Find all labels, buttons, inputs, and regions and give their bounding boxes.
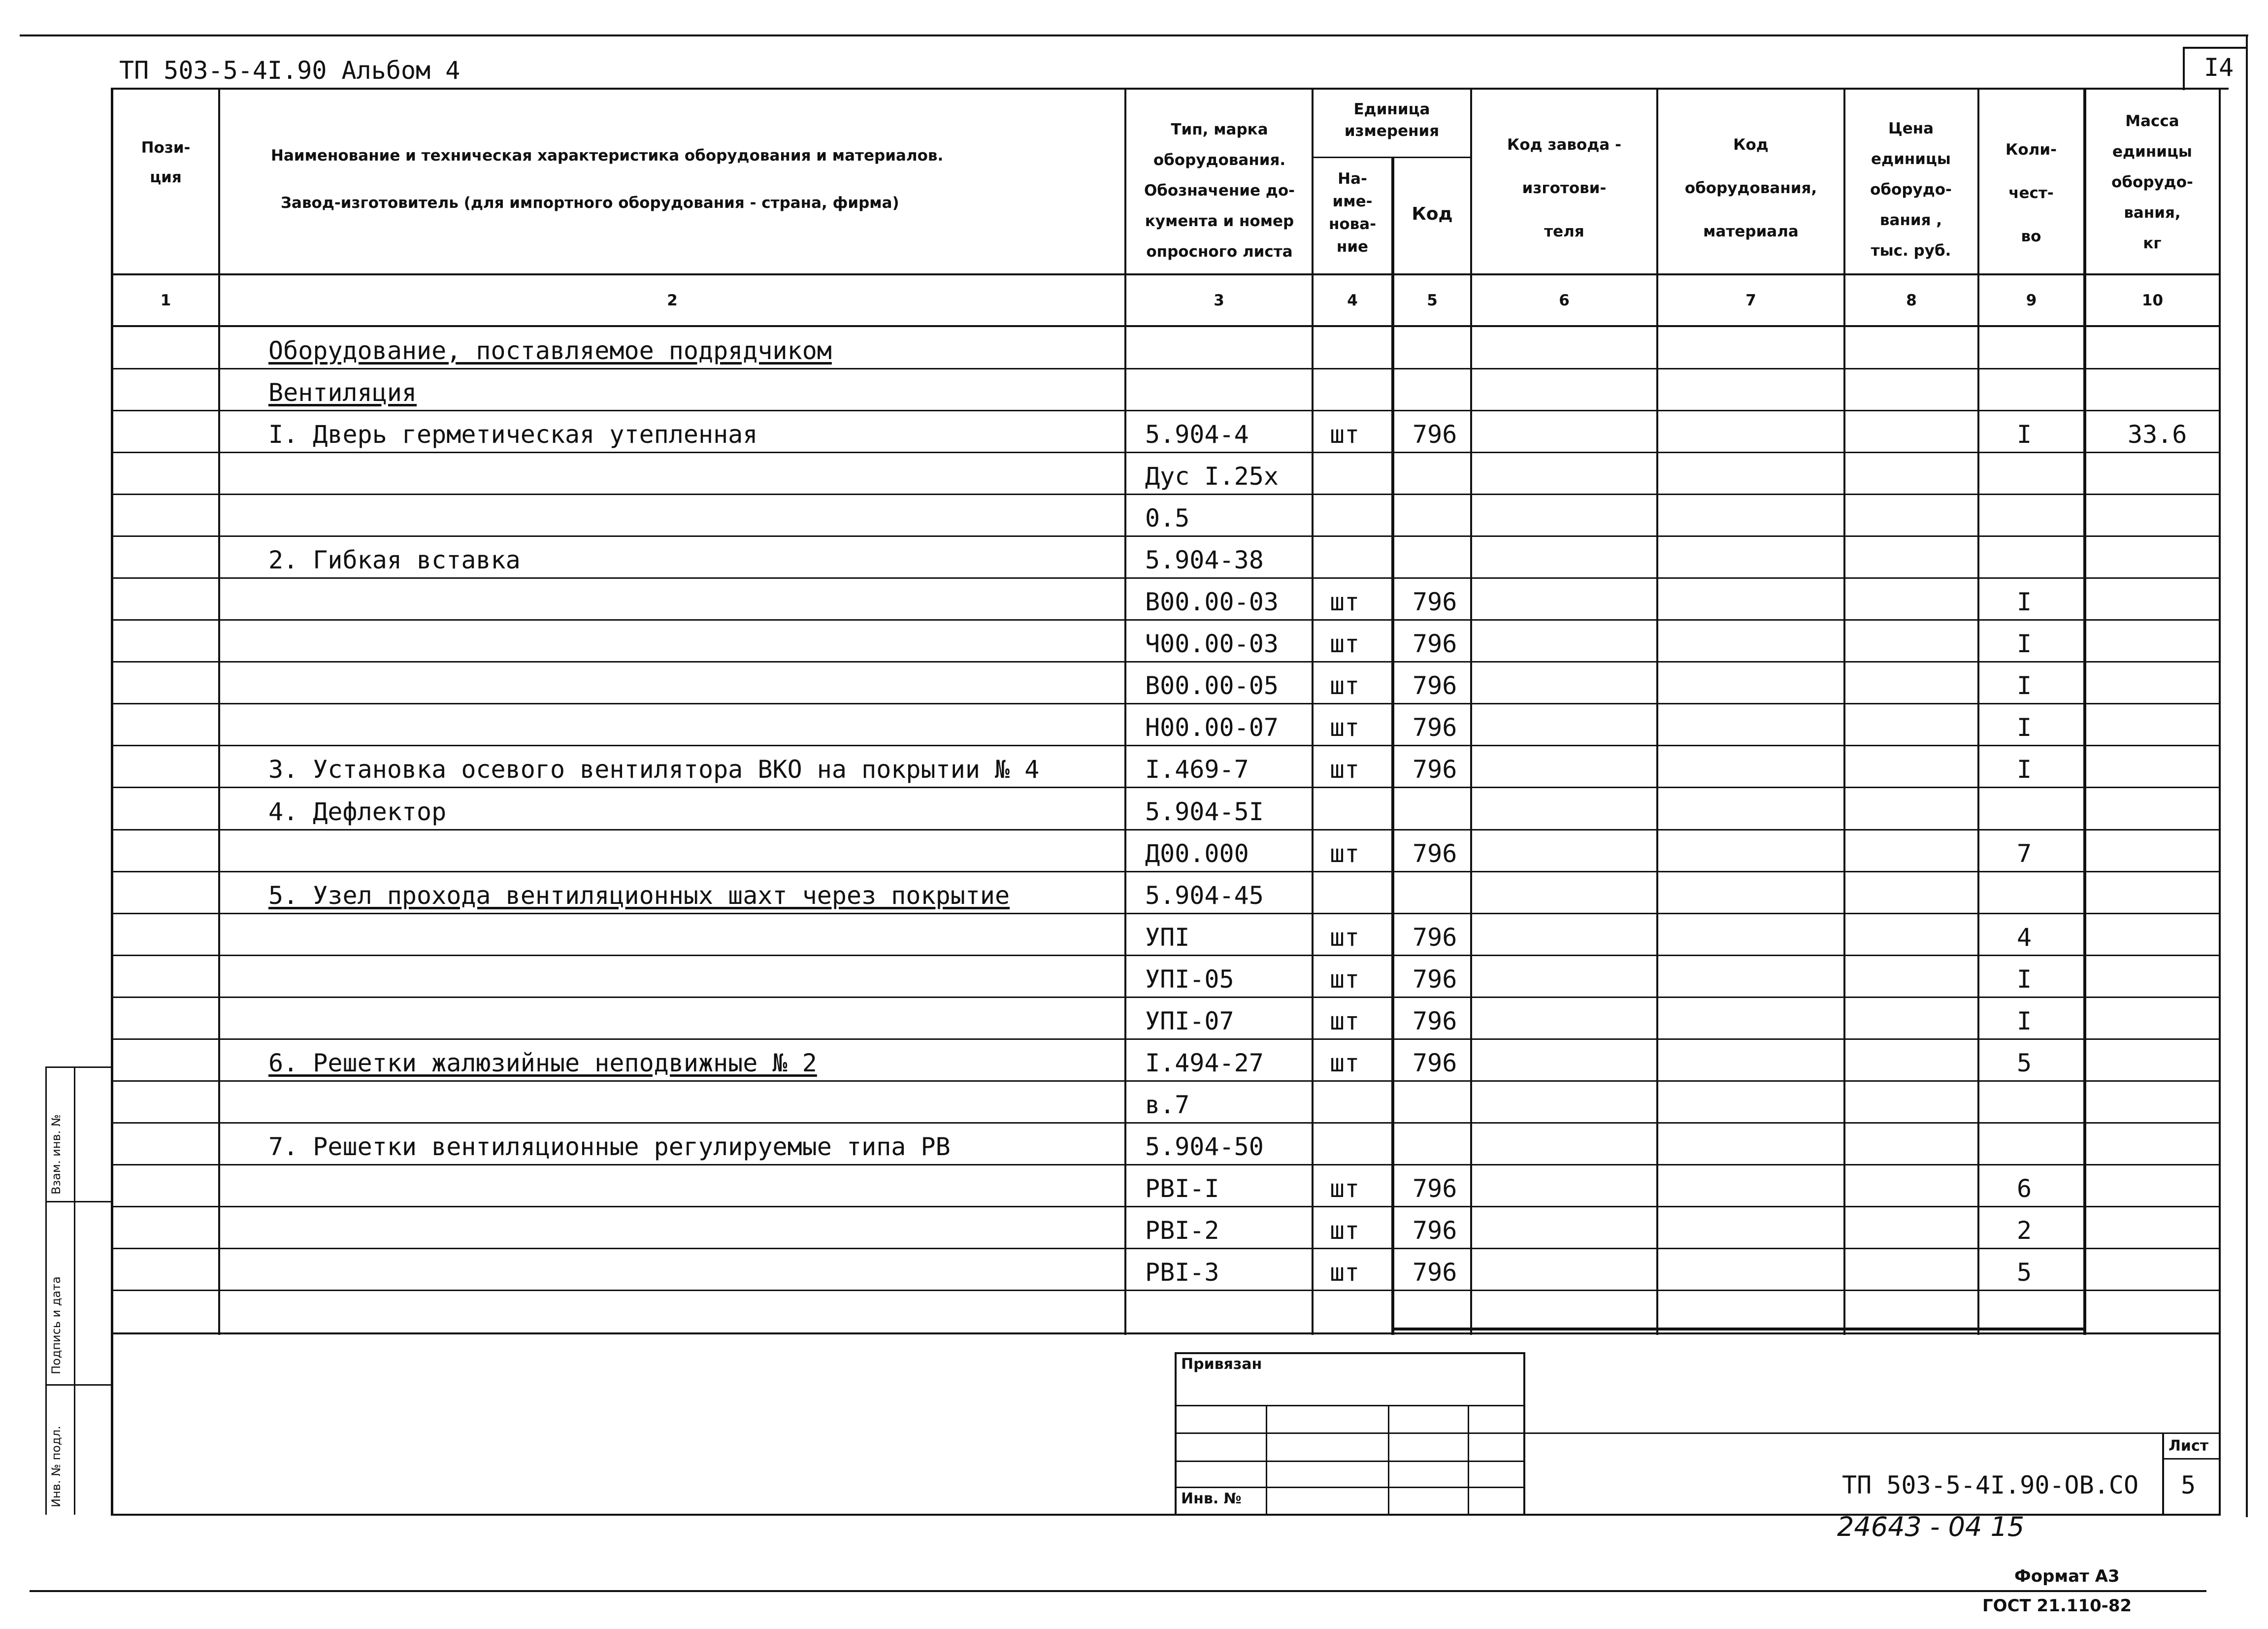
table-row-unit: шт bbox=[1330, 1174, 1360, 1203]
side-label-orig-inv: Инв. № подл. bbox=[49, 1426, 63, 1507]
table-row-quantity: I bbox=[2017, 588, 2032, 616]
header-unit-code: Код bbox=[1412, 204, 1453, 224]
row-separator bbox=[111, 410, 2221, 411]
row-separator bbox=[111, 535, 2221, 537]
table-row-type: УПI-07 bbox=[1145, 1007, 1234, 1035]
table-row-type: Н00.00-07 bbox=[1145, 713, 1279, 742]
table-row-quantity: I bbox=[2017, 671, 2032, 700]
header-name: Наименование и техническая характеристика оборудования и материалов. Завод-изготовитель (для импортного оборудования - страна, фирма) bbox=[271, 147, 944, 212]
col-num-4: 4 bbox=[1347, 292, 1358, 309]
side-strip-top bbox=[45, 1066, 112, 1068]
table-row-code: 796 bbox=[1413, 755, 1457, 784]
table-row-code: 796 bbox=[1413, 713, 1457, 742]
table-row-type: 0.5 bbox=[1145, 504, 1190, 532]
table-row-type: 5.904-45 bbox=[1145, 881, 1264, 910]
row-separator bbox=[111, 787, 2221, 788]
table-row-code: 796 bbox=[1413, 588, 1457, 616]
title-underline bbox=[111, 88, 2229, 90]
top-title: ТП 503-5-4I.90 Альбом 4 bbox=[119, 56, 460, 85]
bottom-page-line bbox=[30, 1590, 2206, 1592]
stamp-inv-no: Инв. № bbox=[1181, 1490, 1242, 1507]
table-row-quantity: I bbox=[2017, 1007, 2032, 1035]
row-separator bbox=[111, 368, 2221, 369]
row-separator bbox=[111, 452, 2221, 453]
colnum-bottom bbox=[111, 325, 2221, 327]
thick-bottom-45 bbox=[1391, 1328, 2086, 1330]
format-label: Формат А3 bbox=[2014, 1566, 2120, 1586]
right-border bbox=[2246, 34, 2248, 1517]
table-row-code: 796 bbox=[1413, 965, 1457, 994]
stamp-v1 bbox=[1266, 1405, 1267, 1514]
table-row-quantity: I bbox=[2017, 630, 2032, 658]
table-row-type: Д00.000 bbox=[1145, 839, 1249, 868]
table-row-unit: шт bbox=[1330, 839, 1360, 868]
header-mass: Масса единицы оборудо- вания, кг bbox=[2111, 112, 2193, 252]
header-unit: Единица измерения bbox=[1344, 100, 1440, 140]
col-line-5 bbox=[1470, 89, 1472, 1335]
table-right bbox=[2219, 89, 2221, 1515]
col-line-2 bbox=[1124, 89, 1126, 1335]
table-row-type: 5.904-38 bbox=[1145, 546, 1264, 574]
table-row-quantity: 5 bbox=[2017, 1258, 2032, 1287]
row-separator bbox=[111, 955, 2221, 956]
table-row-name: 7. Решетки вентиляционные регулируемые типа РВ bbox=[268, 1132, 951, 1161]
row-separator bbox=[111, 1164, 2221, 1165]
table-row-type: в.7 bbox=[1145, 1091, 1190, 1119]
row-separator bbox=[111, 1206, 2221, 1207]
gost-label: ГОСТ 21.110-82 bbox=[1982, 1596, 2132, 1616]
row-separator bbox=[111, 1080, 2221, 1082]
table-row-name: 2. Гибкая вставка bbox=[268, 546, 521, 574]
side-label-replace-inv: Взам. инв. № bbox=[49, 1114, 63, 1195]
table-row-code: 796 bbox=[1413, 671, 1457, 700]
table-row-name: I. Дверь герметическая утепленная bbox=[268, 420, 758, 449]
table-row-type: РВI-3 bbox=[1145, 1258, 1219, 1287]
row-separator bbox=[111, 661, 2221, 663]
row-separator bbox=[111, 1038, 2221, 1040]
table-row-type: В00.00-03 bbox=[1145, 588, 1279, 616]
table-row-type: 5.904-5I bbox=[1145, 798, 1264, 826]
col-num-5: 5 bbox=[1427, 292, 1438, 309]
table-row-type: I.494-27 bbox=[1145, 1049, 1264, 1077]
table-row-code: 796 bbox=[1413, 923, 1457, 952]
stamp-h4 bbox=[1175, 1487, 1524, 1488]
header-factory-code: Код завода - изготови- теля bbox=[1507, 136, 1621, 240]
row-separator bbox=[111, 1290, 2221, 1291]
table-row-code: 796 bbox=[1413, 839, 1457, 868]
table-row-code: 796 bbox=[1413, 1216, 1457, 1245]
table-row-unit: шт bbox=[1330, 1007, 1360, 1035]
row-separator bbox=[111, 829, 2221, 831]
side-label-signature: Подпись и дата bbox=[49, 1276, 63, 1374]
table-row-unit: шт bbox=[1330, 713, 1360, 742]
header-unit-name: На- име- нова- ние bbox=[1328, 170, 1377, 256]
table-row-name: Оборудование, поставляемое подрядчиком bbox=[268, 336, 832, 365]
table-row-name: Вентиляция bbox=[268, 378, 417, 407]
header-type: Тип, марка оборудования. Обозначение до- кумента и номер опросного листа bbox=[1144, 121, 1295, 261]
list-box-mid bbox=[2162, 1458, 2220, 1460]
header-quantity: Коли- чест- во bbox=[2005, 141, 2057, 245]
side-strip-h1 bbox=[45, 1201, 112, 1202]
table-row-name: 4. Дефлектор bbox=[268, 798, 447, 826]
stamp-privyazan: Привязан bbox=[1181, 1356, 1262, 1373]
table-row-code: 796 bbox=[1413, 1174, 1457, 1203]
table-row-code: 796 bbox=[1413, 1258, 1457, 1287]
table-row-quantity: I bbox=[2017, 420, 2032, 449]
stamp-h1 bbox=[1175, 1405, 1524, 1406]
table-row-quantity: I bbox=[2017, 713, 2032, 742]
col-line-3 bbox=[1312, 89, 1314, 1335]
col-line-6 bbox=[1656, 89, 1658, 1335]
table-row-type: Ч00.00-03 bbox=[1145, 630, 1279, 658]
side-strip-mid bbox=[74, 1066, 75, 1515]
header-position: Пози- ция bbox=[141, 139, 191, 186]
table-row-quantity: 4 bbox=[2017, 923, 2032, 952]
table-row-unit: шт bbox=[1330, 965, 1360, 994]
stamp-h3 bbox=[1175, 1461, 1524, 1462]
table-row-quantity: I bbox=[2017, 755, 2032, 784]
table-row-type: УПI bbox=[1145, 923, 1190, 952]
stamp-h2 bbox=[1175, 1432, 2221, 1434]
row-separator bbox=[111, 913, 2221, 914]
table-row-quantity: I bbox=[2017, 965, 2032, 994]
side-strip-left bbox=[45, 1066, 47, 1515]
table-row-type: 5.904-50 bbox=[1145, 1132, 1264, 1161]
row-separator bbox=[111, 1122, 2221, 1124]
row-separator bbox=[111, 1248, 2221, 1249]
table-row-unit: шт bbox=[1330, 1258, 1360, 1287]
row-separator bbox=[111, 577, 2221, 579]
table-row-type: УПI-05 bbox=[1145, 965, 1234, 994]
corner-box-left bbox=[2183, 47, 2185, 90]
table-row-unit: шт bbox=[1330, 630, 1360, 658]
col-line-8 bbox=[1977, 89, 1979, 1335]
table-row-quantity: 5 bbox=[2017, 1049, 2032, 1077]
table-row-mass: 33.6 bbox=[2128, 420, 2187, 449]
col-num-7: 7 bbox=[1745, 292, 1756, 309]
row-separator bbox=[111, 745, 2221, 746]
table-row-unit: шт bbox=[1330, 1216, 1360, 1245]
table-row-code: 796 bbox=[1413, 420, 1457, 449]
table-row-unit: шт bbox=[1330, 588, 1360, 616]
list-box-left bbox=[2162, 1432, 2164, 1515]
table-row-quantity: 7 bbox=[2017, 839, 2032, 868]
table-row-type: РВI-2 bbox=[1145, 1216, 1219, 1245]
sheet-label: Лист bbox=[2169, 1437, 2209, 1455]
corner-box-top bbox=[2183, 47, 2247, 49]
table-row-quantity: 2 bbox=[2017, 1216, 2032, 1245]
page-corner-number: I4 bbox=[2204, 53, 2234, 82]
header-price: Цена единицы оборудо- вания , тыс. руб. bbox=[1870, 120, 1952, 260]
col-num-3: 3 bbox=[1214, 292, 1224, 309]
col-line-9 bbox=[2083, 89, 2086, 1335]
top-border bbox=[20, 34, 2248, 36]
sheet-number: 5 bbox=[2181, 1471, 2196, 1499]
col-line-1 bbox=[218, 89, 220, 1335]
table-row-unit: шт bbox=[1330, 923, 1360, 952]
col-line-7 bbox=[1843, 89, 1845, 1335]
table-row-unit: шт bbox=[1330, 1049, 1360, 1077]
row-separator bbox=[111, 494, 2221, 495]
row-separator bbox=[111, 997, 2221, 998]
side-strip-h2 bbox=[45, 1384, 112, 1386]
table-row-quantity: 6 bbox=[2017, 1174, 2032, 1203]
header-equipment-code: Код оборудования, материала bbox=[1684, 136, 1817, 240]
table-row-name: 3. Установка осевого вентилятора ВКО на покрытии № 4 bbox=[268, 755, 1040, 784]
col-num-10: 10 bbox=[2141, 292, 2164, 309]
table-row-unit: шт bbox=[1330, 671, 1360, 700]
table-row-type: I.469-7 bbox=[1145, 755, 1249, 784]
row-separator bbox=[111, 619, 2221, 621]
table-row-type: 5.904-4 bbox=[1145, 420, 1249, 449]
col-num-1: 1 bbox=[160, 292, 171, 309]
table-row-unit: шт bbox=[1330, 755, 1360, 784]
stamp-v2 bbox=[1388, 1405, 1389, 1514]
col-num-2: 2 bbox=[667, 292, 678, 309]
table-row-type: РВI-I bbox=[1145, 1174, 1219, 1203]
table-row-name: 6. Решетки жалюзийные неподвижные № 2 bbox=[268, 1049, 817, 1077]
handwritten-number: 24643 - 04 15 bbox=[1837, 1511, 2025, 1542]
table-row-type: В00.00-05 bbox=[1145, 671, 1279, 700]
row-separator bbox=[111, 703, 2221, 704]
doc-code: ТП 503-5-4I.90-ОВ.СО bbox=[1842, 1471, 2139, 1499]
table-row-unit: шт bbox=[1330, 420, 1360, 449]
header-bottom bbox=[111, 273, 2221, 275]
stamp-top bbox=[1175, 1352, 1524, 1354]
stamp-v3 bbox=[1468, 1405, 1469, 1514]
col-num-6: 6 bbox=[1559, 292, 1570, 309]
body-bottom bbox=[111, 1332, 2221, 1334]
table-row-code: 796 bbox=[1413, 1007, 1457, 1035]
col-num-8: 8 bbox=[1906, 292, 1917, 309]
row-separator bbox=[111, 871, 2221, 872]
table-row-name: 5. Узел прохода вентиляционных шахт через покрытие bbox=[268, 881, 1010, 910]
table-row-code: 796 bbox=[1413, 1049, 1457, 1077]
col-num-9: 9 bbox=[2026, 292, 2037, 309]
table-row-code: 796 bbox=[1413, 630, 1457, 658]
table-row-type: Дус I.25х bbox=[1145, 462, 1279, 491]
